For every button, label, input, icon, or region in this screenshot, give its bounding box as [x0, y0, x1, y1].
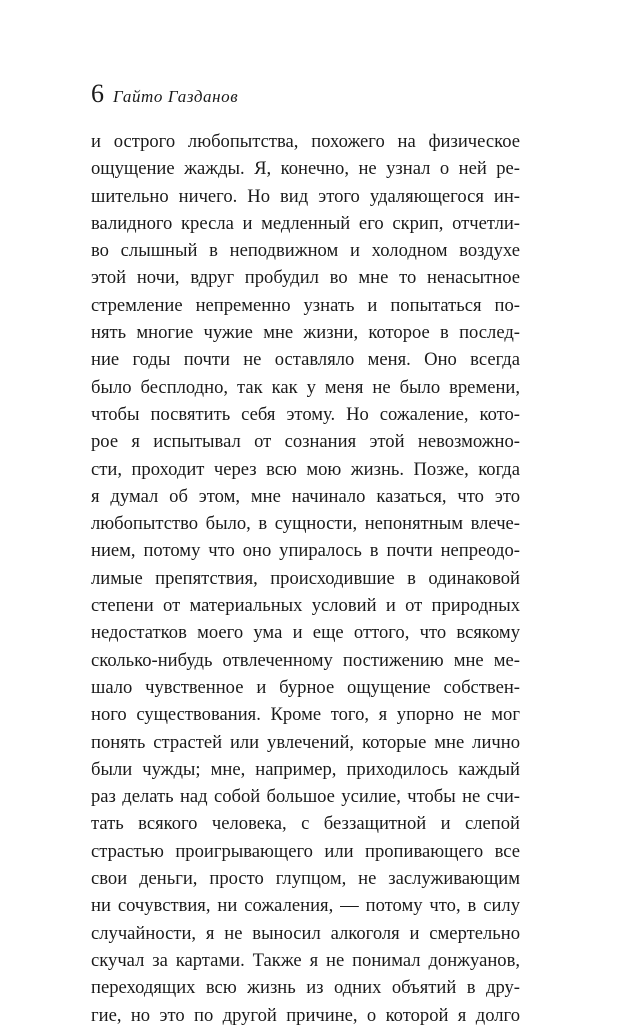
text-line: рое я испытывал от сознания этой невозможно- [91, 431, 520, 453]
text-line: степени от материальных условий и от природных [91, 595, 520, 617]
text-line: шало чувственное и бурное ощущение собствен- [91, 676, 520, 698]
text-line: стремление непременно узнать и попытаться по- [91, 294, 520, 316]
text-line: было бесплодно, так как у меня не было времени, [91, 376, 520, 398]
text-line: я думал об этом, мне начинало казаться, что это [91, 485, 520, 507]
text-line: нием, потому что оно упиралось в почти непреодо- [91, 540, 520, 562]
text-line: раз делать над собой большое усилие, чтобы не счи- [91, 786, 520, 808]
text-line: чтобы посвятить себя этому. Но сожаление, кото- [91, 403, 520, 425]
text-line: случайности, я не выносил алкоголя и смертельно [91, 922, 520, 944]
text-line: страстью проигрывающего или пропивающего все [91, 840, 520, 862]
text-line: шительно ничего. Но вид этого удаляющегося ин- [91, 185, 520, 207]
text-line: лимые препятствия, происходившие в одинаковой [91, 567, 520, 589]
text-line: переходящих всю жизнь из одних объятий в дру- [91, 977, 520, 999]
text-line: были чужды; мне, например, приходилось каждый [91, 758, 520, 780]
text-line: ни сочувствия, ни сожаления, — потому что, в силу [91, 895, 520, 917]
text-line: тать всякого человека, с беззащитной и слепой [91, 813, 520, 835]
text-line: ние годы почти не оставляло меня. Оно всегда [91, 349, 520, 371]
text-line: и острого любопытства, похожего на физическое [91, 131, 520, 152]
author-name: Гайто Газданов [113, 87, 239, 106]
body-text [91, 128, 520, 1029]
page-number: 6 [91, 79, 104, 108]
text-line: ощущение жажды. Я, конечно, не узнал о ней ре- [91, 158, 520, 180]
text-line: ного существования. Кроме того, я упорно не мог [91, 704, 520, 726]
text-line: свои деньги, просто глупцом, не заслуживающим [91, 868, 520, 890]
text-line: любопытство было, в сущности, непонятным влече- [91, 513, 520, 535]
text-line: гие, но это по другой причине, о которой я долго [91, 1004, 520, 1026]
text-line: недостатков моего ума и еще оттого, что всякому [91, 622, 520, 644]
text-line: нять многие чужие мне жизни, которое в послед- [91, 322, 520, 344]
text-line: скучал за картами. Также я не понимал донжуанов, [91, 949, 520, 971]
running-head [91, 80, 238, 108]
text-line: сколько-нибудь отвлеченному постижению мне ме- [91, 649, 520, 671]
text-line: этой ночи, вдруг пробудил во мне то ненасытное [91, 267, 520, 289]
text-line: сти, проходит через всю мою жизнь. Позже, когда [91, 458, 520, 480]
text-line: понять страстей или увлечений, которые мне лично [91, 731, 520, 753]
text-line: валидного кресла и медленный его скрип, отчетли- [91, 212, 520, 234]
text-line: во слышный в неподвижном и холодном воздухе [91, 240, 520, 262]
